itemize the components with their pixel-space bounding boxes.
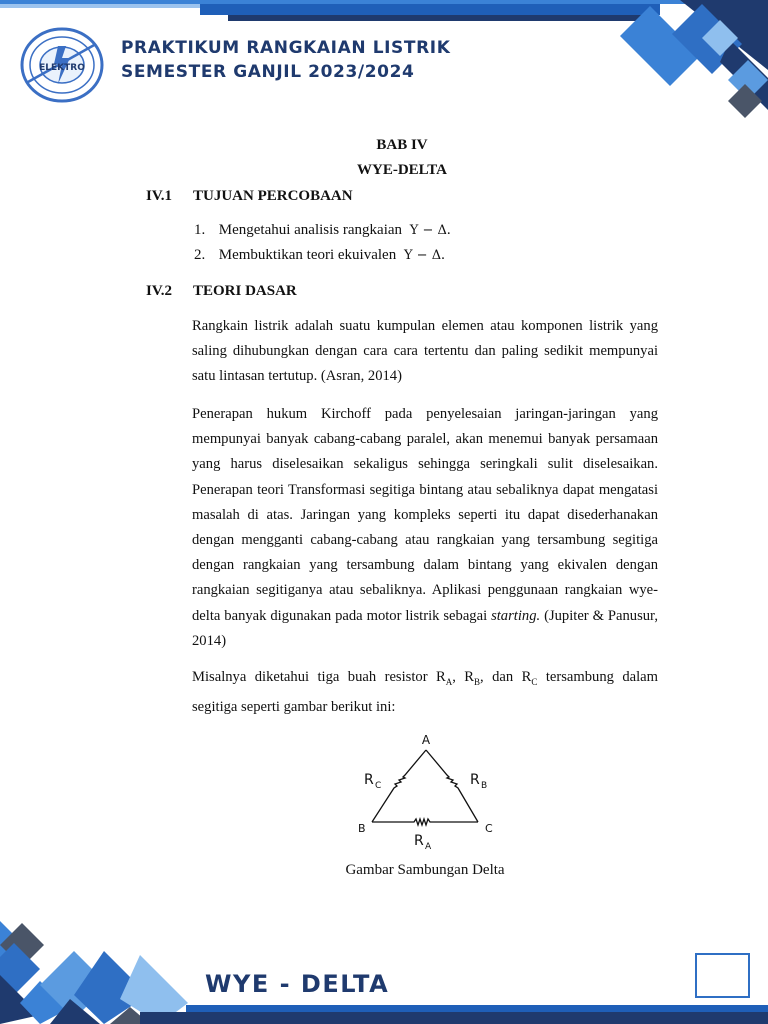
delta-circuit-diagram: [350, 730, 500, 852]
rc-label: R: [364, 772, 374, 788]
objective-item: 1. Mengetahui analisis rangkaian Y − Δ.: [194, 222, 451, 238]
section2-number: IV.2: [146, 283, 172, 299]
paragraph-2: Penerapan hukum Kirchoff pada penyelesaian jaringan-jaringan yang mempunyai banyak cabang-cabang paralel, akan menemui banyak persamaan yang harus diselesaikan sekaligus sehingga seringkali sulit diselesaikan. Penerapan teori Transformasi segitiga bintang atau sebaliknya dapat mengatasi masalah di atas. Jaringan yang kompleks seperti itu dapat disederhanakan dengan mengganti cabang-cabang atau rangkaian yang tersambung segitiga dengan rangkaian yang tersambung dalam bintang yang ekivalen dengan rangkaian segitiganya atau sebaliknya. Aplikasi penggunaan rangkaian wye-delta banyak digunakan pada motor listrik sebagai starting. (Jupiter & Panusur, 2014): [192, 406, 658, 649]
objective-text: Mengetahui analisis rangkaian: [218, 222, 403, 238]
node-b-label: B: [358, 822, 366, 835]
node-c-label: C: [485, 822, 493, 835]
section1-title: TUJUAN PERCOBAAN: [193, 188, 353, 204]
section2-title: TEORI DASAR: [193, 283, 297, 299]
ra-sub-label: A: [425, 842, 432, 852]
chapter-title: WYE-DELTA: [356, 162, 448, 178]
node-a-label: A: [421, 733, 431, 747]
paragraph-1: Rangkain listrik adalah suatu kumpulan elemen atau komponen listrik yang saling dihubungkan dengan cara cara tertentu dan paling sedikit mempunyai satu lintasan tertutup. (Asran, 2014): [192, 318, 658, 385]
paragraph-3: Misalnya diketahui tiga buah resistor $R_A$, $R_B$, dan $R_C$ tersambung dalam segitiga seperti gambar berikut ini:: [192, 669, 658, 716]
page-number-box: [695, 953, 750, 998]
objective-math: Y − Δ: [409, 223, 447, 238]
header-title-line1: PRAKTIKUM RANGKAIAN LISTRIK: [121, 38, 451, 58]
ra-label: R: [414, 833, 424, 849]
footer-title: WYE - DELTA: [205, 970, 390, 998]
svg-text:ELEKTRO: ELEKTRO: [39, 63, 85, 73]
chapter-number: BAB IV: [376, 137, 428, 153]
resistor-ra: [372, 819, 478, 825]
rc-sub-label: C: [375, 781, 382, 791]
rb-sub-label: B: [481, 781, 488, 791]
objective-number: 1.: [194, 222, 206, 238]
rb-label: R: [470, 772, 480, 788]
figure-caption: Gambar Sambungan Delta: [345, 862, 505, 878]
objective-text: Membuktikan teori ekuivalen: [218, 247, 397, 263]
objective-math: Y − Δ: [403, 248, 442, 263]
elektro-logo: [18, 24, 106, 106]
header-title-line2: SEMESTER GANJIL 2023/2024: [121, 62, 415, 82]
objective-item: 2. Membuktikan teori ekuivalen Y − Δ.: [194, 247, 445, 263]
section1-number: IV.1: [146, 188, 172, 204]
objective-number: 2.: [194, 247, 206, 263]
